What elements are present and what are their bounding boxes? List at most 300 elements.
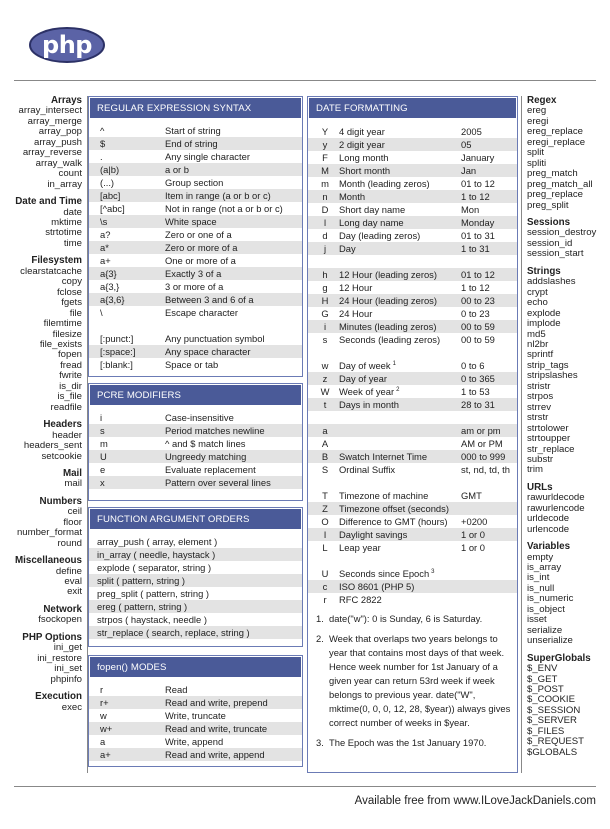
date-format-description (339, 281, 372, 294)
date-format-example: January (461, 152, 495, 163)
left-index-section-title: Numbers (39, 495, 82, 507)
pcre-row (89, 450, 302, 463)
function-arguments-panel-title: FUNCTION ARGUMENT ORDERS (89, 508, 302, 530)
date-format-description (339, 320, 436, 333)
right-index-function-link[interactable]: echo (527, 297, 548, 309)
date-format-example: 1 to 12 (461, 191, 490, 202)
date-format-char: Z (322, 503, 328, 514)
left-index-function-link[interactable]: setcookie (41, 450, 82, 462)
right-index-function-link[interactable]: strpos (527, 391, 554, 403)
date-format-description-text: Seconds (leading zeros) (339, 334, 441, 345)
right-index-function-link[interactable]: eregi_replace (527, 136, 586, 148)
regex-description: Escape character (165, 307, 238, 318)
right-divider (521, 96, 522, 773)
fopen-description: Read (165, 684, 188, 695)
regex-description: Zero or more of a (165, 242, 238, 253)
date-format-row (308, 164, 517, 177)
date-format-description (339, 242, 356, 255)
regex-token: [^abc] (100, 203, 125, 214)
regex-row (89, 124, 302, 137)
date-format-example: 2005 (461, 126, 482, 137)
date-format-description-text: Seconds since Epoch (339, 568, 430, 579)
date-format-char: F (322, 152, 328, 163)
function-argument-row (89, 535, 302, 548)
function-argument-row (89, 626, 302, 639)
date-format-row (308, 320, 517, 333)
date-format-example: 1 to 31 (461, 243, 490, 254)
date-format-row (308, 307, 517, 320)
date-format-description-text: Minutes (leading zeros) (339, 321, 437, 332)
date-format-description-text: ISO 8601 (PHP 5) (339, 581, 415, 592)
right-index-function-link[interactable]: spliti (527, 157, 547, 169)
date-format-char: s (322, 334, 328, 345)
right-index-function-link[interactable]: strtolower (527, 422, 569, 434)
date-format-description-text: Short day name (339, 204, 406, 215)
date-format-row (308, 567, 517, 580)
right-index-function-link[interactable]: rawurlencode (527, 502, 585, 514)
right-index-function-link[interactable]: addslashes (527, 276, 576, 288)
date-format-description-text: Short month (339, 165, 391, 176)
date-format-row (308, 372, 517, 385)
left-index-function-link[interactable]: fwrite (59, 370, 82, 382)
pcre-description: Period matches newline (165, 425, 265, 436)
left-index-function-link[interactable]: fsockopen (38, 614, 82, 626)
left-index-function-link[interactable]: number_format (16, 527, 82, 539)
date-format-description (339, 567, 435, 580)
regex-row (89, 241, 302, 254)
date-format-example: 000 to 999 (461, 451, 506, 462)
date-format-char: a (322, 425, 328, 436)
date-format-row (308, 281, 517, 294)
right-index-function-link[interactable]: ereg_replace (527, 126, 584, 138)
date-format-example: Monday (461, 217, 495, 228)
date-format-row (308, 333, 517, 346)
right-index-function-link[interactable]: is_object (527, 603, 565, 615)
date-format-description (339, 190, 365, 203)
date-format-description (339, 593, 382, 606)
date-format-description-text: Long day name (339, 217, 404, 228)
left-index-section-title: Date and Time (15, 196, 82, 208)
fopen-row (89, 722, 302, 735)
regex-token: a+ (100, 255, 111, 266)
left-index-function-link[interactable]: header (52, 429, 82, 441)
regex-token: [:blank:] (100, 359, 133, 370)
right-index-function-link[interactable]: $GLOBALS (527, 746, 578, 758)
regex-token: ^ (100, 125, 105, 136)
pcre-row (89, 476, 302, 489)
regex-token: a{3} (100, 268, 117, 279)
date-format-description-text: 12 Hour (leading zeros) (339, 269, 437, 280)
regex-row (89, 358, 302, 371)
left-index-function-link[interactable]: is_dir (59, 380, 82, 392)
date-note-number: 3. (316, 737, 324, 748)
date-format-row (308, 359, 517, 372)
bottom-divider (14, 786, 596, 787)
date-format-row (308, 502, 517, 515)
regex-description: Item in range (a or b or c) (165, 190, 271, 201)
right-index-function-link[interactable]: urldecode (527, 513, 570, 525)
regex-row (89, 267, 302, 280)
date-format-example: 1 or 0 (461, 529, 485, 540)
right-index-function-link[interactable]: session_start (527, 248, 584, 260)
date-format-description-text: Month (leading zeros) (339, 178, 430, 189)
date-format-description (339, 372, 387, 385)
date-format-char: w (321, 360, 329, 371)
function-signature: in_array ( needle, haystack ) (97, 549, 216, 560)
left-index-function-link[interactable]: array_walk (35, 157, 82, 169)
date-format-example: 00 to 59 (461, 334, 495, 345)
pcre-row (89, 424, 302, 437)
function-signature: array_push ( array, element ) (97, 536, 218, 547)
date-format-description-text: Leap year (339, 542, 381, 553)
left-index-function-link[interactable]: ini_restore (37, 652, 82, 664)
regex-description: Between 3 and 6 of a (165, 294, 254, 305)
date-format-row (308, 138, 517, 151)
date-note (316, 632, 511, 730)
right-index-function-link[interactable]: implode (527, 318, 561, 330)
right-index-function-link[interactable]: eregi (527, 115, 549, 127)
pcre-token: i (100, 412, 103, 423)
date-format-row (308, 541, 517, 554)
fopen-description: Write, truncate (165, 710, 226, 721)
date-format-char: z (322, 373, 328, 384)
date-format-description (339, 138, 385, 151)
regex-panel-title: REGULAR EXPRESSION SYNTAX (89, 97, 302, 119)
regex-token: $ (100, 138, 106, 149)
date-format-row (308, 268, 517, 281)
date-format-description-text: 4 digit year (339, 126, 385, 137)
pcre-description: ^ and $ match lines (165, 438, 246, 449)
right-index-function-link[interactable]: empty (527, 551, 554, 563)
right-index-function-link[interactable]: isset (527, 614, 547, 626)
date-format-description-text: Day (339, 243, 356, 254)
date-format-char: M (321, 165, 329, 176)
fopen-description: Write, append (165, 736, 224, 747)
left-index-function-link[interactable]: floor (63, 516, 82, 528)
pcre-token: e (100, 464, 106, 475)
regex-row (89, 319, 302, 332)
date-format-char: G (321, 308, 329, 319)
right-index-section-title: SuperGlobals (527, 652, 591, 664)
right-index-function-link[interactable]: $_SERVER (527, 715, 577, 727)
fopen-token: w+ (100, 723, 113, 734)
right-index-function-link[interactable]: is_int (527, 572, 550, 584)
right-index-function-link[interactable]: ereg (527, 105, 547, 117)
left-index-function-link[interactable]: fopen (57, 349, 82, 361)
footnote-marker: 3 (431, 569, 435, 575)
date-format-description (339, 151, 389, 164)
date-format-description (339, 463, 395, 476)
left-index-function-link[interactable]: array_push (34, 136, 82, 148)
right-index-function-link[interactable]: split (527, 147, 545, 159)
function-argument-row (89, 561, 302, 574)
right-index-function-link[interactable]: session_destroy (527, 227, 597, 239)
date-format-row (308, 255, 517, 268)
right-index-function-link[interactable]: nl2br (527, 338, 549, 350)
right-index-function-link[interactable]: rawurldecode (527, 492, 585, 504)
right-index-function-link[interactable]: unserialize (527, 635, 573, 647)
left-index-function-link[interactable]: phpinfo (50, 673, 82, 685)
right-index-function-link[interactable]: $_POST (527, 684, 564, 696)
fopen-panel (88, 655, 303, 767)
function-argument-row (89, 587, 302, 600)
left-index-function-link[interactable]: round (57, 537, 82, 549)
date-format-description (339, 268, 437, 281)
date-format-example: +0200 (461, 516, 488, 527)
pcre-panel (88, 383, 303, 501)
pcre-token: U (100, 451, 107, 462)
right-index-function-link[interactable]: is_numeric (527, 593, 574, 605)
left-index-function-link[interactable]: filemtime (43, 318, 82, 330)
function-signature: str_replace ( search, replace, string ) (97, 627, 250, 638)
date-format-example: 1 or 0 (461, 542, 485, 553)
right-index-function-link[interactable]: preg_match_all (527, 178, 593, 190)
left-index-function-link[interactable]: fgets (61, 297, 82, 309)
right-index-function-link[interactable]: explode (527, 307, 561, 319)
left-index-function-link[interactable]: array_pop (38, 126, 82, 138)
left-index-function-link[interactable]: time (63, 237, 82, 249)
left-index-function-link[interactable]: exit (67, 586, 82, 598)
date-format-description (339, 515, 448, 528)
left-index-function-link[interactable]: headers_sent (23, 440, 82, 452)
right-index-function-link[interactable]: $_SESSION (527, 704, 581, 716)
date-format-description-text: Day (leading zeros) (339, 230, 421, 241)
left-index-function-link[interactable]: readfile (50, 401, 82, 413)
right-index-function-link[interactable]: serialize (527, 624, 563, 636)
right-index-function-link[interactable]: $_GET (527, 673, 558, 685)
left-index-function-link[interactable]: exec (61, 701, 82, 713)
regex-row (89, 345, 302, 358)
fopen-token: r+ (100, 697, 109, 708)
left-index-function-link[interactable]: count (58, 168, 82, 180)
regex-token: . (100, 151, 103, 162)
left-index-function-link[interactable]: ceil (67, 506, 82, 518)
right-index-function-link[interactable]: preg_replace (527, 189, 584, 201)
right-index-function-link[interactable]: str_replace (527, 443, 575, 455)
right-index-function-link[interactable]: urlencode (527, 523, 570, 535)
fopen-row (89, 696, 302, 709)
date-format-description-text: Day of week (339, 360, 391, 371)
left-index-section-title: Filesystem (31, 255, 82, 267)
date-format-char: m (321, 178, 329, 189)
date-format-example: 01 to 12 (461, 269, 495, 280)
date-format-row (308, 476, 517, 489)
pcre-description: Ungreedy matching (165, 451, 247, 462)
left-index-section-title: Arrays (50, 95, 82, 106)
left-index-function-link[interactable]: file_exists (39, 338, 82, 350)
left-index-section-title: Mail (62, 467, 82, 479)
date-format-char: O (321, 516, 329, 527)
regex-token: (...) (100, 177, 115, 188)
date-format-example: 28 to 31 (461, 399, 495, 410)
right-index-function-link[interactable]: $_FILES (527, 725, 565, 737)
date-format-row (308, 177, 517, 190)
regex-description: Any single character (165, 151, 250, 162)
regex-token: \s (100, 216, 108, 227)
left-index-function-link[interactable]: ini_get (53, 642, 82, 654)
function-signature: preg_split ( pattern, string ) (97, 588, 210, 599)
date-notes (308, 612, 517, 750)
left-index-function-link[interactable]: array_intersect (18, 105, 82, 117)
right-index-function-link[interactable]: strrev (527, 401, 551, 413)
regex-token: [:space:] (100, 346, 136, 357)
fopen-token: w (100, 710, 107, 721)
date-format-char: n (322, 191, 328, 202)
right-index-function-link[interactable]: strip_tags (527, 359, 569, 371)
right-index-function-link[interactable]: preg_split (527, 199, 569, 211)
right-function-index (527, 96, 607, 758)
date-format-example: Mon (461, 204, 480, 215)
pcre-row (89, 463, 302, 476)
regex-row (89, 176, 302, 189)
regex-row (89, 150, 302, 163)
pcre-token: m (100, 438, 108, 449)
date-format-description-text: RFC 2822 (339, 594, 382, 605)
right-index-function-link[interactable]: $_COOKIE (527, 694, 575, 706)
pcre-row (89, 411, 302, 424)
fopen-description: Read and write, append (165, 749, 265, 760)
right-index-function-link[interactable]: session_id (527, 237, 573, 249)
date-format-example: 0 to 6 (461, 360, 485, 371)
regex-row (89, 254, 302, 267)
date-format-description-text: 24 Hour (leading zeros) (339, 295, 437, 306)
right-index-function-link[interactable]: stristr (527, 380, 551, 392)
date-format-row (308, 242, 517, 255)
regex-row (89, 293, 302, 306)
pcre-description: Evaluate replacement (165, 464, 256, 475)
date-format-description (339, 125, 385, 138)
right-index-function-link[interactable]: is_null (527, 582, 555, 594)
date-format-description-text: Timezone offset (seconds) (339, 503, 449, 514)
function-argument-row (89, 548, 302, 561)
left-index-function-link[interactable]: file (69, 307, 82, 319)
left-index-function-link[interactable]: filesize (52, 328, 82, 340)
left-index-function-link[interactable]: clearstatcache (20, 265, 82, 277)
date-format-description (339, 528, 407, 541)
fopen-description: Read and write, truncate (165, 723, 268, 734)
fopen-token: a (100, 736, 106, 747)
date-format-description-text: Swatch Internet Time (339, 451, 428, 462)
date-note-text: date("w"): 0 is Sunday, 6 is Saturday. (329, 613, 483, 624)
left-index-function-link[interactable]: eval (64, 576, 82, 588)
date-format-row (308, 450, 517, 463)
function-argument-row (89, 574, 302, 587)
right-index-function-link[interactable]: $_REQUEST (527, 736, 585, 748)
date-format-row (308, 151, 517, 164)
date-format-char: r (323, 594, 327, 605)
regex-row (89, 163, 302, 176)
regex-token: a{3,6} (100, 294, 125, 305)
fopen-row (89, 683, 302, 696)
top-divider (14, 80, 596, 81)
right-index-function-link[interactable]: is_array (527, 562, 562, 574)
pcre-token: x (100, 477, 105, 488)
date-note-number: 1. (316, 613, 324, 624)
date-formatting-panel (307, 96, 518, 773)
fopen-description: Read and write, prepend (165, 697, 268, 708)
date-format-char: l (323, 217, 327, 228)
regex-description: One or more of a (165, 255, 236, 266)
function-signature: strpos ( haystack, needle ) (97, 614, 207, 625)
date-format-row (308, 398, 517, 411)
left-index-function-link[interactable]: is_file (57, 391, 82, 403)
left-index-function-link[interactable]: in_array (47, 178, 82, 190)
right-index-function-link[interactable]: $_ENV (527, 663, 558, 675)
date-format-row (308, 437, 517, 450)
fopen-panel-title: fopen() MODES (89, 656, 302, 678)
logo-text: php (42, 31, 92, 59)
date-format-char: B (321, 451, 329, 462)
regex-description: Exactly 3 of a (165, 268, 222, 279)
date-format-char: t (323, 399, 327, 410)
date-format-description (339, 541, 381, 554)
left-index-section-title: PHP Options (22, 631, 82, 643)
date-format-description-text: Daylight savings (339, 529, 408, 540)
date-format-example: Jan (461, 165, 477, 176)
date-format-description-text: 12 Hour (339, 282, 373, 293)
date-format-example: 0 to 365 (461, 373, 495, 384)
regex-description: Group section (165, 177, 224, 188)
date-format-example: st, nd, td, th (461, 464, 510, 475)
date-format-description-text: 2 digit year (339, 139, 385, 150)
left-index-function-link[interactable]: mktime (51, 216, 82, 228)
right-index-function-link[interactable]: crypt (527, 286, 548, 298)
date-format-row (308, 463, 517, 476)
right-index-function-link[interactable]: preg_match (527, 168, 578, 180)
regex-description: Any space character (165, 346, 251, 357)
date-format-char: U (321, 568, 329, 579)
right-index-function-link[interactable]: strstr (527, 412, 549, 424)
regex-row (89, 202, 302, 215)
date-format-description (339, 294, 437, 307)
date-format-row (308, 515, 517, 528)
left-index-function-link[interactable]: copy (61, 276, 82, 288)
date-format-description (339, 489, 428, 502)
fopen-token: r (100, 684, 104, 695)
date-format-char: i (323, 321, 327, 332)
regex-row (89, 189, 302, 202)
function-argument-row (89, 600, 302, 613)
date-note (316, 736, 511, 750)
left-index-function-link[interactable]: date (63, 206, 82, 218)
left-index-function-link[interactable]: define (55, 565, 82, 577)
left-index-section-title: Execution (35, 691, 82, 703)
right-index-function-link[interactable]: md5 (527, 328, 546, 340)
date-format-char: D (321, 204, 329, 215)
regex-panel (88, 96, 303, 377)
left-index-function-link[interactable]: fclose (56, 286, 82, 298)
right-index-function-link[interactable]: trim (527, 464, 543, 476)
right-index-section-title: Strings (527, 265, 561, 277)
right-index-function-link[interactable]: strtoupper (527, 433, 571, 445)
fopen-row (89, 748, 302, 761)
left-index-function-link[interactable]: mail (64, 478, 82, 490)
left-index-function-link[interactable]: fread (60, 359, 82, 371)
date-format-description-text: Timezone of machine (339, 490, 429, 501)
date-format-description (339, 216, 404, 229)
date-format-char: S (321, 464, 329, 475)
left-index-function-link[interactable]: strtotime (45, 227, 82, 239)
right-index-function-link[interactable]: substr (527, 453, 554, 465)
regex-description: a or b (165, 164, 189, 175)
left-index-function-link[interactable]: array_merge (27, 115, 82, 127)
date-format-description (339, 580, 414, 593)
left-index-function-link[interactable]: ini_set (54, 663, 82, 675)
date-format-char: Y (321, 126, 329, 137)
right-index-function-link[interactable]: sprintf (527, 349, 554, 361)
left-index-function-link[interactable]: array_reverse (22, 147, 82, 159)
right-index-function-link[interactable]: stripslashes (527, 370, 578, 382)
